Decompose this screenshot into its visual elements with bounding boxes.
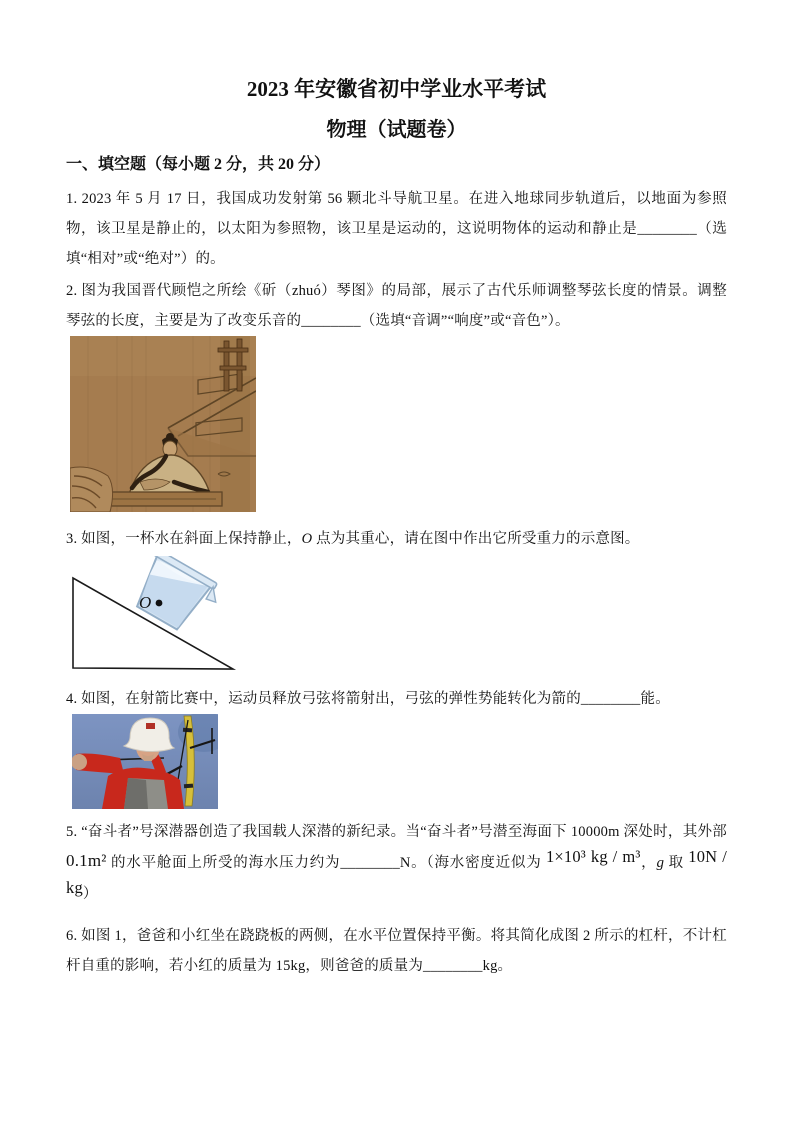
qin-painting-image	[70, 336, 256, 512]
page-title: 2023 年安徽省初中学业水平考试	[246, 77, 547, 101]
q5-text-1: 5. “奋斗者”号深潜器创造了我国载人深潜的新纪录。当“奋斗者”号潜至海面下 10000m 深处时，其外部	[66, 824, 727, 840]
q5-density-value: 1×10³ kg / m³	[545, 847, 641, 866]
q3-text-after: 点为其重心，请在图中作出它所受重力的示意图。	[312, 531, 640, 547]
question-4: 4. 如图，在射箭比赛中，运动员释放弓弦将箭射出，弓弦的弹性势能转化为箭的________能。	[66, 691, 670, 707]
question-5	[66, 817, 727, 909]
gravity-constant-symbol: g	[656, 855, 665, 871]
incline-diagram	[66, 556, 316, 678]
archery-photo	[72, 714, 218, 809]
q5-close-paren: ）	[82, 886, 98, 902]
q5-g-value: 10N / kg	[66, 847, 727, 897]
q5-text-3: 取	[664, 855, 689, 871]
gravity-center-dot	[156, 600, 163, 607]
question-6: 6. 如图 1，爸爸和小红坐在跷跷板的两侧，在水平位置保持平衡。将其简化成图 2 所示的杠杆，不计杠杆自重的影响，若小红的质量为 15kg，则爸爸的质量为________kg。	[66, 928, 727, 974]
floor-plank	[100, 492, 222, 506]
page-subtitle: 物理（试题卷）	[326, 119, 467, 141]
question-2: 2. 图为我国晋代顾恺之所绘《斫（zhuó）琴图》的局部，展示了古代乐师调整琴弦长度的情景。调整琴弦的长度，主要是为了改变乐音的________（选填“音调”“响度”或“音色”）。	[66, 283, 727, 329]
gravity-center-label: O	[139, 593, 152, 612]
hat-logo	[146, 723, 155, 729]
center-of-gravity-symbol: O	[301, 531, 313, 547]
q5-area-value: 0.1m²	[66, 851, 107, 870]
q5-text-2: 的水平舱面上所受的海水压力约为________N。（海水密度近似为	[106, 855, 546, 871]
question-3	[66, 524, 727, 554]
q5-comma: ，	[640, 855, 657, 871]
q3-text-before: 3. 如图，一杯水在斜面上保持静止，	[66, 531, 302, 547]
section-heading: 一、填空题（每小题 2 分，共 20 分）	[66, 156, 331, 173]
question-1: 1. 2023 年 5 月 17 日，我国成功发射第 56 颗北斗导航卫星。在进入地球同步轨道后，以地面为参照物，该卫星是静止的，以太阳为参照物，该卫星是运动的，这说明物体的运动和静止是________（选填“相对”或“绝对”）的。	[66, 191, 727, 267]
